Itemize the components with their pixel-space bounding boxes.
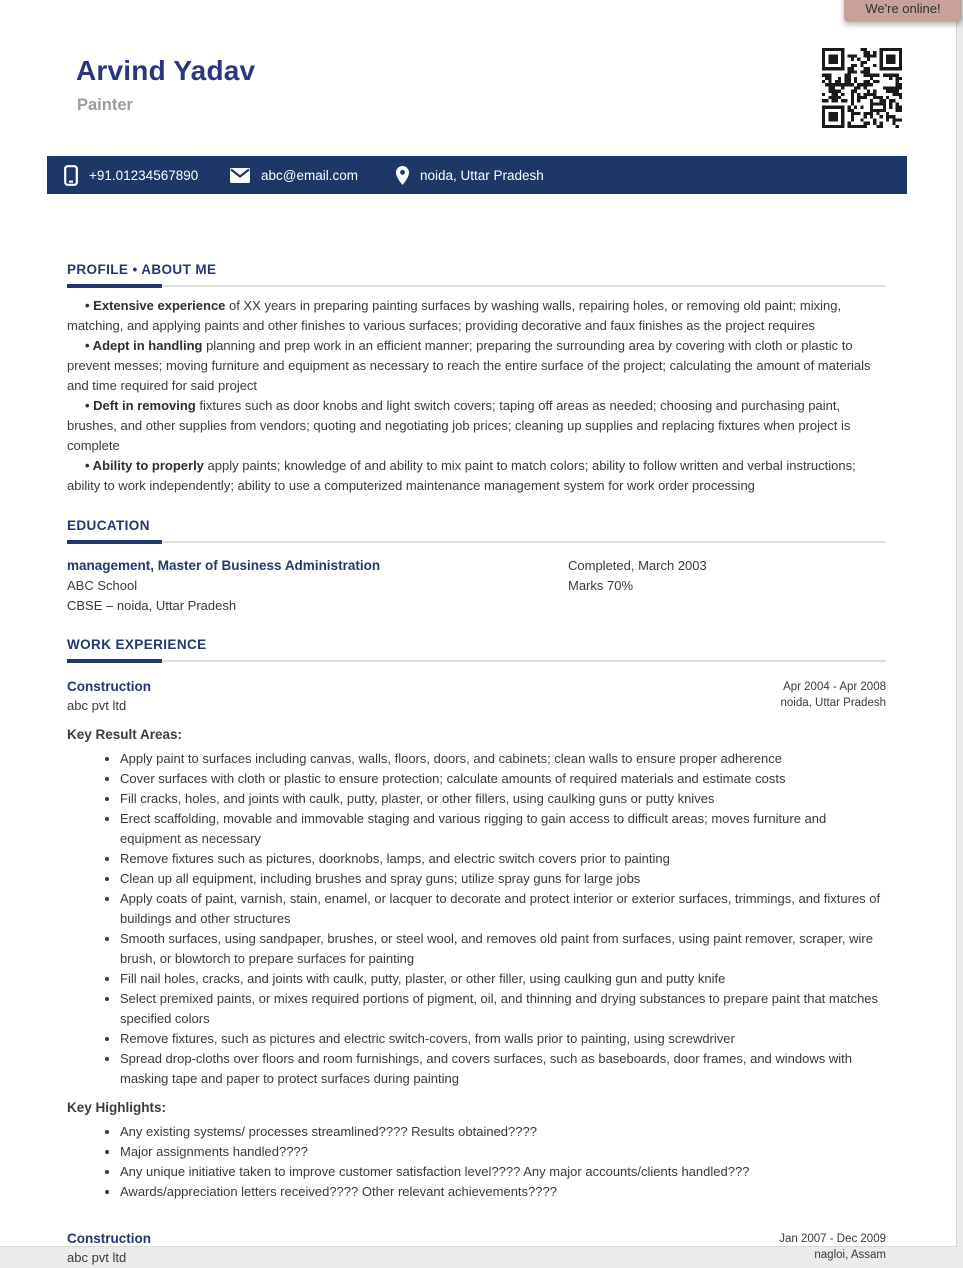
envelope-icon: [230, 168, 250, 183]
job-company: abc pvt ltd: [67, 698, 127, 713]
profile-section-heading: PROFILE • ABOUT ME: [67, 262, 217, 277]
job-title: Construction: [67, 1231, 151, 1246]
mobile-phone-icon: [64, 165, 78, 186]
bullet-item: • Awards/appreciation letters received???? Other relevant achievements????: [120, 1182, 886, 1202]
bullet-item: • Clean up all equipment, including brushes and spray guns; utilize spray guns for large jobs: [120, 869, 886, 889]
bullet-item: • Fill nail holes, cracks, and joints with caulk, putty, plaster, or other filler, using caulking gun and putty knife: [120, 969, 886, 989]
education-completed: Completed, March 2003: [568, 558, 707, 573]
bullet-item: • Erect scaffolding, movable and immovable staging and various rigging to gain access to difficult areas; moves furniture and equipment as necessary: [120, 809, 886, 849]
education-entry-left: [67, 556, 568, 616]
bullet-item: • Any unique initiative taken to improve customer satisfaction level???? Any major accounts/clients handled???: [120, 1162, 886, 1182]
bullet-item: • Apply paint to surfaces including canvas, walls, floors, doors, and cabinets; clean walls to ensure proper adherence: [120, 749, 886, 769]
contact-phone-text: +91.01234567890: [89, 167, 199, 183]
chat-online-badge[interactable]: [844, 0, 962, 22]
education-entry: [67, 556, 886, 616]
job-header-right: [779, 1229, 886, 1263]
bullet-item: • Spread drop-cloths over floors and room furnishings, and covers surfaces, such as baseboards, door frames, and windows with masking tape and paper to protect surfaces during painting: [120, 1049, 886, 1089]
education-school: ABC School: [67, 578, 138, 593]
section-divider: [67, 285, 886, 287]
work-section-heading: WORK EXPERIENCE: [67, 637, 207, 652]
section-divider: [67, 541, 886, 543]
job-entry: [67, 677, 886, 1202]
key-result-areas-label: Key Result Areas:: [67, 727, 183, 742]
profile-bullet: • Adept in handling planning and prep work in an efficient manner; preparing the surrounding area by covering with cloth or plastic to prevent messes; moving furniture and equipment as necessary to reach the entire surface of the project; calculating the amount of materials and time required for said project: [67, 338, 871, 393]
contact-location: [396, 156, 544, 194]
education-section-heading: EDUCATION: [67, 518, 150, 533]
job-dates: Jan 2007 - Dec 2009: [779, 1233, 886, 1245]
bullet-item: • Major assignments handled????: [120, 1142, 886, 1162]
profile-bullet: • Ability to properly apply paints; knowledge of and ability to mix paint to match colors; ability to follow written and verbal instructions; ability to work independently; ability to use a computerized maintenance management system for work order processing: [67, 458, 856, 493]
job-header-left: [67, 677, 151, 716]
education-marks: Marks 70%: [568, 578, 634, 593]
job-header-left: [67, 1229, 151, 1268]
bullet-item: • Smooth surfaces, using sandpaper, brushes, or steel wool, and removes old paint from surfaces, using paint remover, scraper, wire brush, or blowtorch to prepare surfaces for painting: [120, 929, 886, 969]
bullet-item: • Remove fixtures such as pictures, doorknobs, lamps, and electric switch covers prior to painting: [120, 849, 886, 869]
education-degree: management, Master of Business Administration: [67, 558, 381, 573]
map-pin-icon: [396, 166, 409, 185]
key-highlights-label: Key Highlights:: [67, 1100, 167, 1115]
section-education: [67, 518, 886, 616]
resume-content: [67, 262, 886, 1268]
job-location: noida, Uttar Pradesh: [780, 697, 886, 709]
key-result-areas-list: [67, 749, 886, 1089]
profile-bullet-list: [67, 296, 886, 496]
job-location: nagloi, Assam: [814, 1249, 886, 1261]
contact-phone: [64, 156, 198, 194]
candidate-job-title: Painter: [77, 96, 133, 114]
bullet-item: • Fill cracks, holes, and joints with caulk, putty, plaster, or other fillers, using caulking guns or putty knives: [120, 789, 886, 809]
section-work-experience: [67, 637, 886, 1268]
bullet-item: • Apply coats of paint, varnish, stain, enamel, or lacquer to decorate and protect interior or exterior surfaces, trimmings, and fixtures of buildings and other structures: [120, 889, 886, 929]
contact-location-text: noida, Uttar Pradesh: [420, 167, 544, 183]
job-header: [67, 1229, 886, 1268]
candidate-name: Arvind Yadav: [76, 55, 256, 86]
job-title: Construction: [67, 679, 151, 694]
qr-code: [822, 48, 902, 128]
job-company: abc pvt ltd: [67, 1250, 127, 1265]
bullet-item: • Cover surfaces with cloth or plastic to ensure protection; calculate amounts of required materials and estimate costs: [120, 769, 886, 789]
bullet-item: • Select premixed paints, or mixes required portions of pigment, oil, and thinning and drying substances to prepare paint that matches specified colors: [120, 989, 886, 1029]
contact-bar: [47, 156, 907, 194]
chat-online-badge-label: We're online!: [865, 1, 941, 16]
profile-bullet: • Deft in removing fixtures such as door knobs and light switch covers; taping off areas as needed; choosing and purchasing paint, brushes, and other supplies from vendors; quoting and negotiating job prices; cleaning up supplies and replacing fixtures when project is complete: [67, 398, 851, 453]
education-entry-right: [568, 556, 886, 616]
profile-bullet: • Extensive experience of XX years in preparing painting surfaces by washing walls, repairing holes, or removing old paint; mixing, matching, and applying paints and other finishes to various surfaces; providing decorative and faux finishes as the project requires: [67, 298, 842, 333]
section-divider: [67, 660, 886, 662]
job-header: [67, 677, 886, 716]
section-profile: [67, 262, 886, 496]
job-header-right: [781, 677, 886, 711]
contact-email: [230, 156, 358, 194]
job-entry: [67, 1229, 886, 1268]
bullet-item: • Remove fixtures, such as pictures and electric switch-covers, from walls prior to painting, using screwdriver: [120, 1029, 886, 1049]
education-board: CBSE – noida, Uttar Pradesh: [67, 598, 237, 613]
bullet-item: • Any existing systems/ processes streamlined???? Results obtained????: [120, 1122, 886, 1142]
key-highlights-list: [67, 1122, 886, 1202]
contact-email-text: abc@email.com: [261, 167, 358, 183]
job-dates: Apr 2004 - Apr 2008: [783, 681, 886, 693]
